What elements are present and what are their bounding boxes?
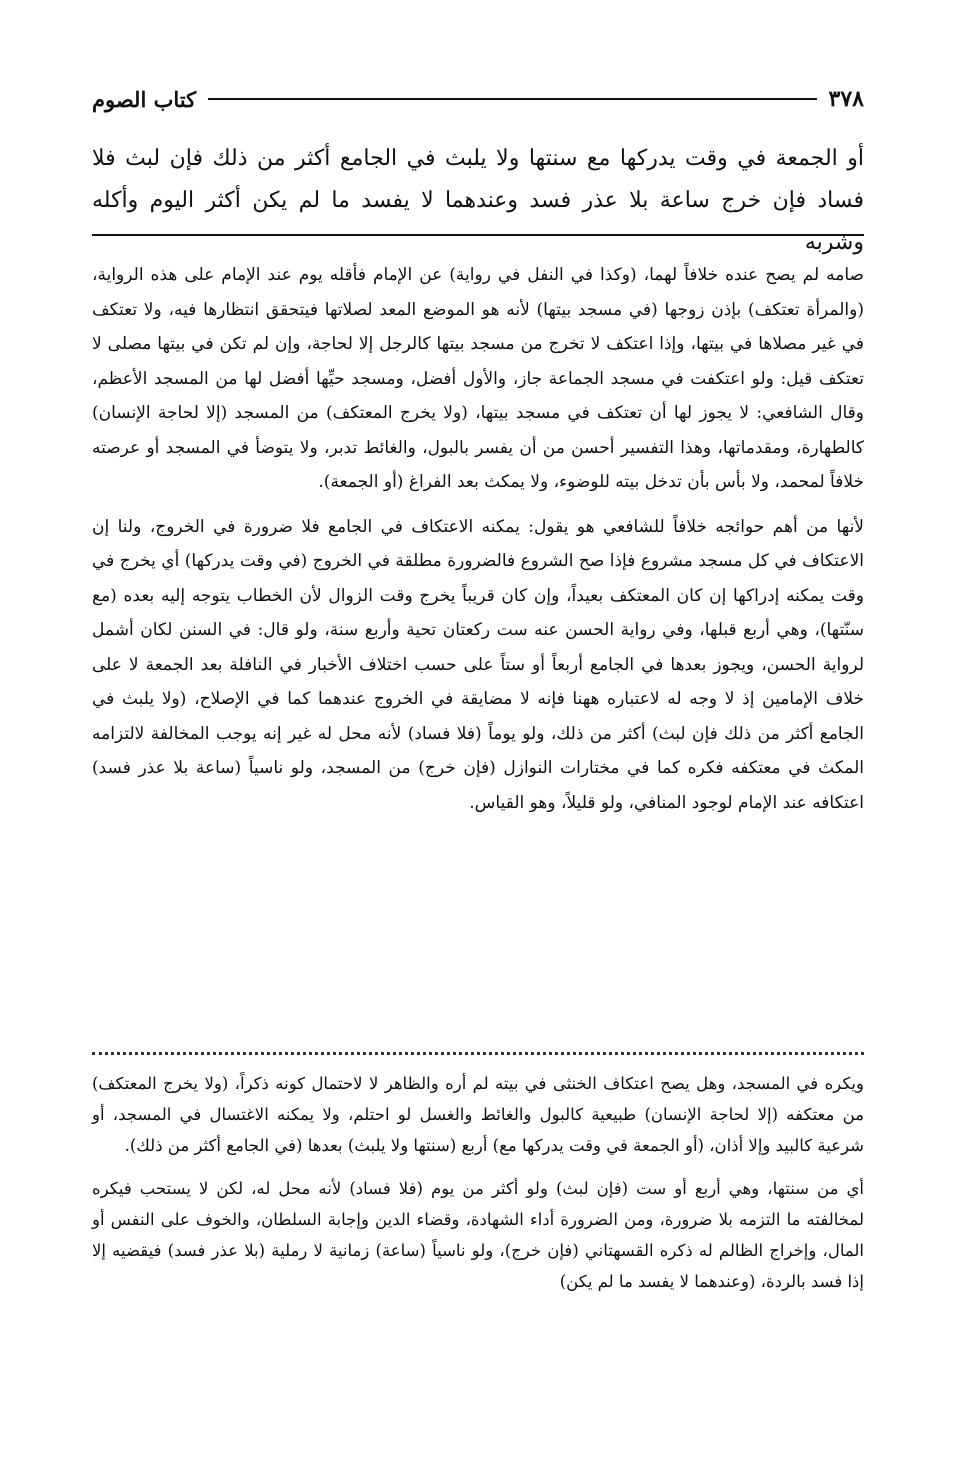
header-rule xyxy=(208,98,816,100)
main-commentary-divider xyxy=(92,234,864,236)
running-header xyxy=(92,64,864,110)
page-number: ٣٧٨ xyxy=(828,86,864,112)
commentary-dotted-divider xyxy=(92,1052,864,1055)
commentary-1-paragraph-2: لأنها من أهم حوائجه خلافاً للشافعي هو يقول: يمكنه الاعتكاف في الجامع فلا ضرورة في الخروج، ولنا إن الاعتكاف في كل مسجد مشروع فإذا صح الشروع فالضرورة مطلقة في الخروج (في وقت يدركها) أي يخرج في وقت يمكنه إدراكها إن كان المعتكف بعيداً، وإن كان قريباً يخرج وقت الزوال لأن الخطاب يتوجه إليه بعده (مع سنّتها)، وهي أربع قبلها، وفي رواية الحسن عنه ست ركعتان تحية وأربع سنة، ولو قال: في السنن لكان أشمل لرواية الحسن، ويجوز بعدها في الجامع أربعاً أو ستاً على حسب اختلاف الأخبار في النافلة بعد الجمعة لا على خلاف الإمامين إذ لا وجه له لاعتباره ههنا فإنه لا مضايقة في الخروج عندهما كما في الإصلاح، (ولا يلبث في الجامع أكثر من ذلك فإن لبث) أكثر من ذلك، ولو يوماً (فلا فساد) لأنه محل له غير إنه يوجب المخالفة لالتزامه المكث في معتكفه فكره كما في مختارات النوازل (فإن خرج) من المسجد، ولو ناسياً (ساعة بلا عذر فسد) اعتكافه عند الإمام لوجود المنافي، ولو قليلاً، وهو القياس. xyxy=(92,516,864,813)
book-title: كتاب الصوم xyxy=(92,87,197,112)
commentary-2 xyxy=(92,1068,864,1297)
commentary-1-paragraph-1: صامه لم يصح عنده خلافاً لهما، (وكذا في النفل في رواية) عن الإمام فأقله يوم عند الإمام على هذه الرواية، (والمرأة تعتكف) بإذن زوجها (في مسجد بيتها) لأنه هو الموضع المعد لصلاتها فيتحقق انتظارها فيه، ولا تعتكف في غير مصلاها في بيتها، وإذا اعتكف لا تخرج من مسجد بيتها كالرجل إلا لحاجة، وإن لم تكن في بيتها مصلى لا تعتكف قيل: ولو اعتكفت في مسجد الجماعة جاز، والأول أفضل، ومسجد حيِّها أفضل لها من المسجد الأعظم، وقال الشافعي: لا يجوز لها أن تعتكف في مسجد بيتها، (ولا يخرج المعتكف) من المسجد (إلا لحاجة الإنسان) كالطهارة، ومقدماتها، وهذا التفسير أحسن من أن يفسر بالبول، والغائط تدبر، ولا يتوضأ في المسجد أو عرصته خلافاً لمحمد، ولا بأس بأن تدخل بيته للوضوء، ولا يمكث بعد الفراغ (أو الجمعة). xyxy=(92,265,864,492)
commentary-2-paragraph-1: ويكره في المسجد، وهل يصح اعتكاف الخنثى في بيته لم أره والظاهر لا لاحتمال كونه ذكراً، (ولا يخرج المعتكف) من معتكفه (إلا لحاجة الإنسان) طبيعية كالبول والغائط والغسل لو احتلم، ولا يمكنه الاغتسال في المسجد، أو شرعية كالبيد وإلا أذان، (أو الجمعة في وقت يدركها مع) أربع (سنتها ولا يلبث) بعدها (في الجامع أكثر من ذلك). xyxy=(92,1074,864,1155)
main-text: أو الجمعة في وقت يدركها مع سنتها ولا يلبث في الجامع أكثر من ذلك فإن لبث فلا فساد فإن خرج ساعة بلا عذر فسد وعندهما لا يفسد ما لم يكن أكثر اليوم وأكله وشربه xyxy=(92,146,864,255)
commentary-1 xyxy=(92,258,864,820)
commentary-2-paragraph-2: أي من سنتها، وهي أربع أو ست (فإن لبث) ولو أكثر من يوم (فلا فساد) لأنه محل له، لكن لا يستحب فيكره لمخالفته ما التزمه بلا ضرورة، ومن الضرورة أداء الشهادة، وقضاء الدين وإجابة السلطان، والخوف على النفس أو المال، وإخراج الظالم له ذكره القسهتاني (فإن خرج)، ولو ناسياً (ساعة) زمانية لا رملية (بلا عذر فسد) فيقضيه إلا إذا فسد بالردة، (وعندهما لا يفسد ما لم يكن) xyxy=(92,1179,864,1291)
